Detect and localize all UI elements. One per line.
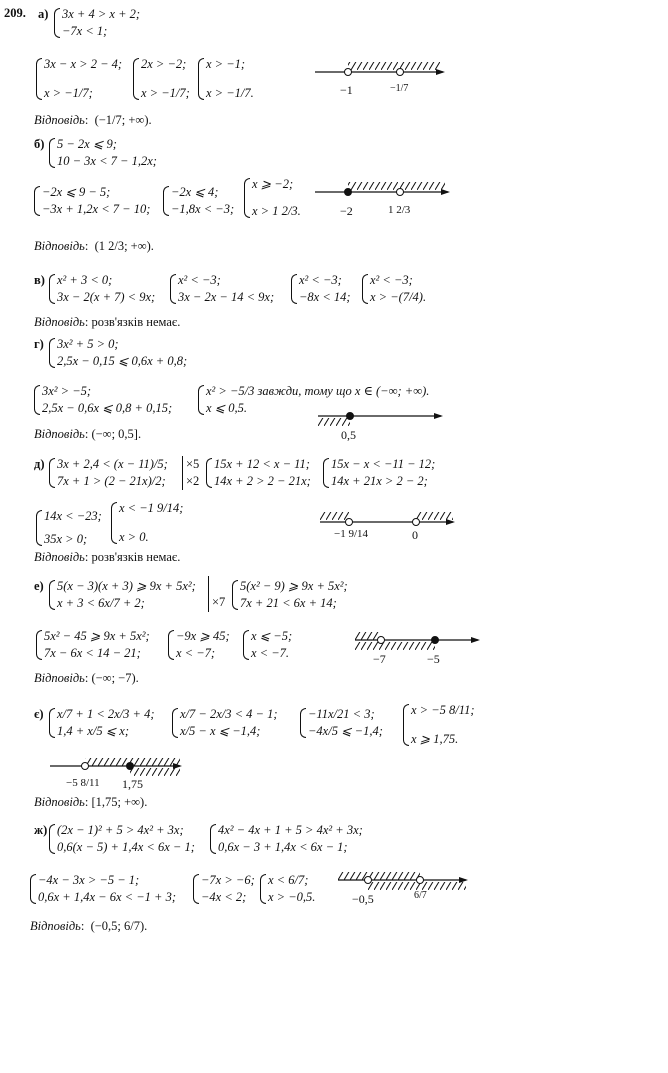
part-d-system-3: 15x − x < −11 − 12; 14x + 21x > 2 − 2; <box>323 456 435 490</box>
part-b-system-2: −2x ⩽ 9 − 5; −3x + 1,2x < 7 − 10; <box>34 184 150 218</box>
part-b-number-line <box>315 180 450 200</box>
part-e2-system-3: −11x/21 < 3; −4x/5 ⩽ −1,4; <box>300 706 383 740</box>
part-a-system-1: 3x + 4 > x + 2; −7x < 1; <box>54 6 140 40</box>
part-e-system-4: −9x ⩾ 45; x < −7; <box>168 628 230 662</box>
part-v-label: в) <box>34 273 45 287</box>
part-a-tick-1: −1 <box>340 83 353 97</box>
part-e-system-5: x ⩽ −5; x < −7. <box>243 628 292 662</box>
part-e-multiplier: ×7 <box>208 576 225 612</box>
part-d-multipliers: ×5 ×2 <box>182 456 199 490</box>
part-e2-answer: Відповідь: [1,75; +∞). <box>34 795 148 809</box>
part-e-system-2: 5(x² − 9) ⩾ 9x + 5x²; 7x + 21 < 6x + 14; <box>232 578 348 612</box>
part-e2-number-line <box>50 756 182 776</box>
part-d-tick-2: 0 <box>412 528 418 542</box>
part-g-system-3: x² > −5/3 завжди, тому що x ∈ (−∞; +∞). x ⩽ 0,5. <box>198 383 429 417</box>
part-e-system-1: 5(x − 3)(x + 3) ⩾ 9x + 5x²; x + 3 < 6x/7 + 2; <box>49 578 196 612</box>
part-b-label: б) <box>34 137 45 151</box>
part-b-answer: Відповідь: (1 2/3; +∞). <box>34 239 154 253</box>
part-zh-system-5: x < 6/7; x > −0,5. <box>260 872 315 906</box>
part-a-tick-2: −1/7 <box>390 83 409 94</box>
part-d-system-1: 3x + 2,4 < (x − 11)/5; 7x + 1 > (2 − 21x)/2; <box>49 456 168 490</box>
part-v-system-2: x² < −3; 3x − 2x − 14 < 9x; <box>170 272 274 306</box>
part-a-number-line <box>315 60 445 80</box>
part-zh-system-2: 4x² − 4x + 1 + 5 > 4x² + 3x; 0,6x − 3 + 1,4x < 6x − 1; <box>210 822 363 856</box>
part-g-system-2: 3x² > −5; 2,5x − 0,6x ⩽ 0,8 + 0,15; <box>34 383 172 417</box>
part-e2-system-2: x/7 − 2x/3 < 4 − 1; x/5 − x ⩽ −1,4; <box>172 706 278 740</box>
part-a-answer: Відповідь: (−1/7; +∞). <box>34 113 152 127</box>
part-a-system-2: 3x − x > 2 − 4; x > −1/7; <box>36 56 122 102</box>
part-b-tick-2: 1 2/3 <box>388 204 411 216</box>
part-zh-system-4: −7x > −6; −4x < 2; <box>193 872 255 906</box>
part-g-system-1: 3x² + 5 > 0; 2,5x − 0,15 ⩽ 0,6x + 0,8; <box>49 336 187 370</box>
part-e-answer: Відповідь: (−∞; −7). <box>34 671 139 685</box>
part-g-answer: Відповідь: (−∞; 0,5]. <box>34 427 142 441</box>
part-zh-system-3: −4x − 3x > −5 − 1; 0,6x + 1,4x − 6x < −1 + 3; <box>30 872 176 906</box>
part-e2-system-1: x/7 + 1 < 2x/3 + 4; 1,4 + x/5 ⩽ x; <box>49 706 155 740</box>
part-d-tick-1: −1 9/14 <box>334 528 369 540</box>
part-e-number-line <box>355 630 480 650</box>
part-d-system-5: x < −1 9/14; x > 0. <box>111 500 183 546</box>
part-g-label: г) <box>34 337 44 351</box>
part-e2-tick-1: −5 8/11 <box>66 777 100 789</box>
part-d-answer: Відповідь: розв'язків немає. <box>34 550 181 564</box>
part-e2-tick-2: 1,75 <box>122 777 143 791</box>
part-d-system-4: 14x < −23; 35x > 0; <box>36 508 102 548</box>
part-a-system-4: x > −1; x > −1/7. <box>198 56 254 102</box>
part-v-system-1: x² + 3 < 0; 3x − 2(x + 7) < 9x; <box>49 272 155 306</box>
part-b-tick-1: −2 <box>340 204 353 218</box>
part-e-system-3: 5x² − 45 ⩾ 9x + 5x²; 7x − 6x < 14 − 21; <box>36 628 150 662</box>
part-a-system-3: 2x > −2; x > −1/7; <box>133 56 190 102</box>
part-g-tick-1: 0,5 <box>341 428 356 442</box>
part-e2-label: є) <box>34 707 44 721</box>
part-d-number-line <box>320 510 455 530</box>
part-zh-tick-1: −0,5 <box>352 892 374 906</box>
part-a-label: а) <box>38 7 49 21</box>
part-zh-number-line <box>338 870 468 890</box>
part-e-label: е) <box>34 579 44 593</box>
part-v-answer: Відповідь: розв'язків немає. <box>34 315 181 329</box>
part-b-system-4: x ⩾ −2; x > 1 2/3. <box>244 176 301 220</box>
part-e-tick-1: −7 <box>373 652 386 666</box>
part-v-system-4: x² < −3; x > −(7/4). <box>362 272 426 306</box>
part-b-system-1: 5 − 2x ⩽ 9; 10 − 3x < 7 − 1,2x; <box>49 136 157 170</box>
part-zh-tick-2: 6/7 <box>414 890 427 901</box>
part-d-label: д) <box>34 457 45 471</box>
part-zh-system-1: (2x − 1)² + 5 > 4x² + 3x; 0,6(x − 5) + 1,4x < 6x − 1; <box>49 822 195 856</box>
problem-number: 209. <box>4 6 26 20</box>
part-e2-system-4: x > −5 8/11; x ⩾ 1,75. <box>403 702 475 748</box>
part-zh-answer: Відповідь: (−0,5; 6/7). <box>30 919 148 933</box>
part-g-number-line <box>318 406 443 426</box>
part-d-system-2: 15x + 12 < x − 11; 14x + 2 > 2 − 21x; <box>206 456 311 490</box>
part-e-tick-2: −5 <box>427 652 440 666</box>
part-v-system-3: x² < −3; −8x < 14; <box>291 272 351 306</box>
part-zh-label: ж) <box>34 823 48 837</box>
part-b-system-3: −2x ⩽ 4; −1,8x < −3; <box>163 184 234 218</box>
